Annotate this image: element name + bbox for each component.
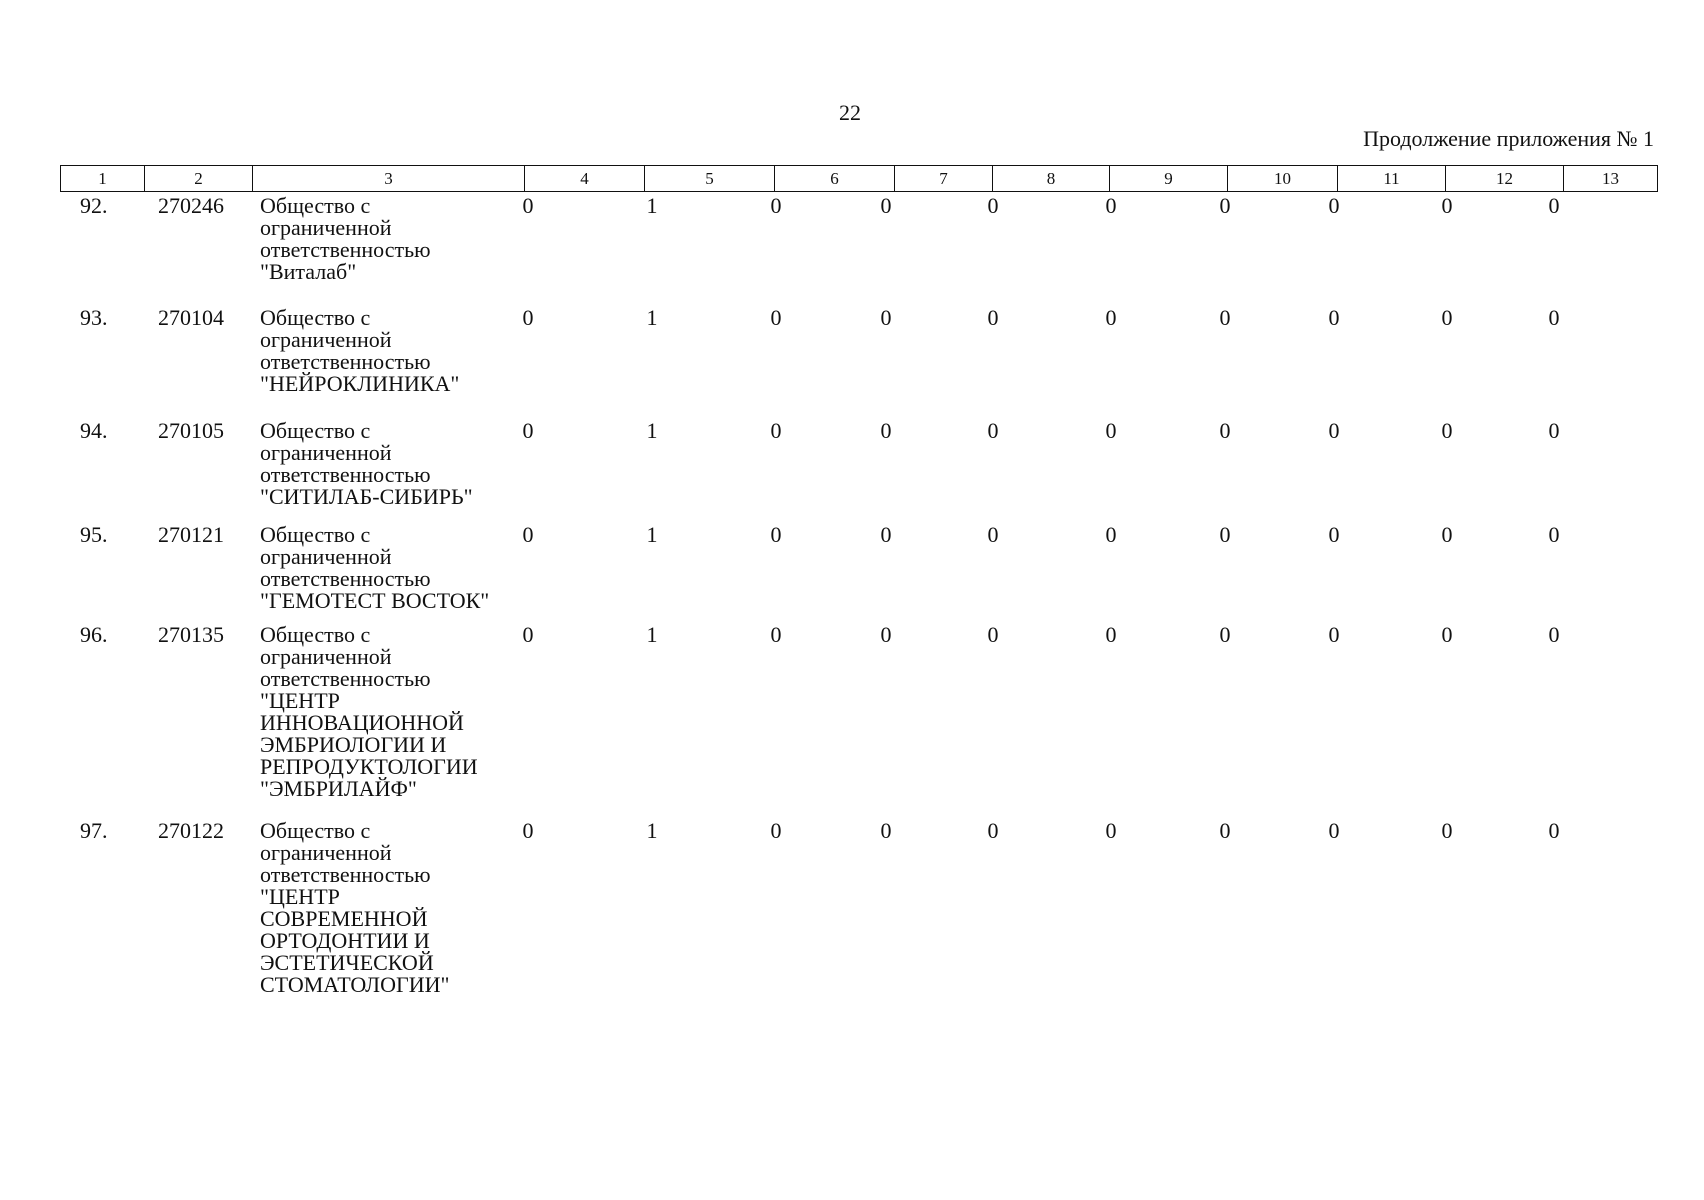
value-cell-col-13: 0 <box>1548 305 1560 330</box>
page-number: 22 <box>839 100 861 125</box>
value-cell-col-7: 0 <box>880 622 892 647</box>
header-row <box>61 166 1658 192</box>
value-cell-col-9: 0 <box>1105 418 1117 443</box>
value-cell-col-6: 0 <box>770 622 782 647</box>
organization-name <box>260 420 530 508</box>
value-cell-col-4: 0 <box>522 193 534 218</box>
organization-name-line: ответственностью <box>260 462 431 487</box>
organization-name-line: Общество с <box>260 522 371 547</box>
organization-name-line: ответственностью <box>260 862 431 887</box>
value-cell-col-5: 1 <box>646 622 658 647</box>
value-cell-col-11: 0 <box>1328 522 1340 547</box>
value-cell-col-9: 0 <box>1105 818 1117 843</box>
organization-name-line: Общество с <box>260 622 371 647</box>
organization-name-line: СОВРЕМЕННОЙ <box>260 906 428 931</box>
organization-code: 270246 <box>158 193 224 218</box>
organization-name-line: "НЕЙРОКЛИНИКА" <box>260 371 460 396</box>
header-cell: 6 <box>775 166 895 192</box>
organization-name-line: "СИТИЛАБ-СИБИРЬ" <box>260 484 473 509</box>
value-cell-col-11: 0 <box>1328 418 1340 443</box>
organization-name-line: Общество с <box>260 418 371 443</box>
value-cell-col-11: 0 <box>1328 305 1340 330</box>
header-cell: 1 <box>61 166 145 192</box>
value-cell-col-4: 0 <box>522 622 534 647</box>
value-cell-col-10: 0 <box>1219 193 1231 218</box>
header-cell: 3 <box>253 166 525 192</box>
value-cell-col-9: 0 <box>1105 305 1117 330</box>
header-cell: 4 <box>525 166 645 192</box>
value-cell-col-12: 0 <box>1441 622 1453 647</box>
value-cell-col-8: 0 <box>987 305 999 330</box>
value-cell-col-5: 1 <box>646 818 658 843</box>
value-cell-col-8: 0 <box>987 193 999 218</box>
organization-name <box>260 195 530 283</box>
row-number: 94. <box>80 418 108 443</box>
value-cell-col-10: 0 <box>1219 418 1231 443</box>
value-cell-col-9: 0 <box>1105 193 1117 218</box>
organization-name <box>260 820 530 996</box>
value-cell-col-12: 0 <box>1441 522 1453 547</box>
value-cell-col-5: 1 <box>646 193 658 218</box>
value-cell-col-12: 0 <box>1441 818 1453 843</box>
column-header-table <box>60 165 1658 192</box>
header-cell: 13 <box>1564 166 1658 192</box>
value-cell-col-9: 0 <box>1105 622 1117 647</box>
header-cell: 10 <box>1228 166 1338 192</box>
value-cell-col-4: 0 <box>522 418 534 443</box>
organization-code: 270135 <box>158 622 224 647</box>
value-cell-col-13: 0 <box>1548 818 1560 843</box>
row-number: 97. <box>80 818 108 843</box>
organization-name-line: ОРТОДОНТИИ И <box>260 928 430 953</box>
value-cell-col-10: 0 <box>1219 818 1231 843</box>
row-number: 92. <box>80 193 108 218</box>
organization-name-line: "ГЕМОТЕСТ ВОСТОК" <box>260 588 490 613</box>
organization-name-line: ЭСТЕТИЧЕСКОЙ <box>260 950 434 975</box>
organization-name-line: "ЦЕНТР <box>260 688 340 713</box>
value-cell-col-10: 0 <box>1219 305 1231 330</box>
header-cell: 5 <box>645 166 775 192</box>
organization-name-line: ограниченной <box>260 840 392 865</box>
organization-name-line: Общество с <box>260 818 371 843</box>
header-cell: 7 <box>895 166 993 192</box>
continuation-label: Продолжение приложения № 1 <box>1363 126 1654 151</box>
value-cell-col-8: 0 <box>987 622 999 647</box>
value-cell-col-12: 0 <box>1441 418 1453 443</box>
organization-name-line: РЕПРОДУКТОЛОГИИ <box>260 754 478 779</box>
value-cell-col-7: 0 <box>880 305 892 330</box>
value-cell-col-8: 0 <box>987 818 999 843</box>
organization-name-line: ответственностью <box>260 349 431 374</box>
organization-name-line: ограниченной <box>260 215 392 240</box>
organization-name-line: ИННОВАЦИОННОЙ <box>260 710 464 735</box>
value-cell-col-7: 0 <box>880 522 892 547</box>
organization-name-line: ЭМБРИОЛОГИИ И <box>260 732 447 757</box>
organization-name-line: ограниченной <box>260 644 392 669</box>
value-cell-col-7: 0 <box>880 818 892 843</box>
organization-name-line: "ЦЕНТР <box>260 884 340 909</box>
value-cell-col-6: 0 <box>770 522 782 547</box>
value-cell-col-4: 0 <box>522 818 534 843</box>
header-cell: 8 <box>993 166 1110 192</box>
organization-name-line: ответственностью <box>260 237 431 262</box>
organization-name <box>260 624 530 800</box>
value-cell-col-5: 1 <box>646 305 658 330</box>
value-cell-col-12: 0 <box>1441 305 1453 330</box>
value-cell-col-13: 0 <box>1548 193 1560 218</box>
value-cell-col-5: 1 <box>646 418 658 443</box>
organization-name-line: Общество с <box>260 305 371 330</box>
header-cell: 2 <box>145 166 253 192</box>
organization-name-line: ограниченной <box>260 327 392 352</box>
header-cell: 9 <box>1110 166 1228 192</box>
value-cell-col-6: 0 <box>770 193 782 218</box>
value-cell-col-7: 0 <box>880 193 892 218</box>
value-cell-col-13: 0 <box>1548 418 1560 443</box>
header-cell: 11 <box>1338 166 1446 192</box>
value-cell-col-7: 0 <box>880 418 892 443</box>
organization-name-line: Общество с <box>260 193 371 218</box>
row-number: 95. <box>80 522 108 547</box>
value-cell-col-13: 0 <box>1548 522 1560 547</box>
value-cell-col-8: 0 <box>987 522 999 547</box>
value-cell-col-11: 0 <box>1328 818 1340 843</box>
organization-name <box>260 524 530 612</box>
organization-name-line: СТОМАТОЛОГИИ" <box>260 972 450 997</box>
row-number: 93. <box>80 305 108 330</box>
value-cell-col-5: 1 <box>646 522 658 547</box>
organization-code: 270121 <box>158 522 224 547</box>
value-cell-col-6: 0 <box>770 305 782 330</box>
value-cell-col-4: 0 <box>522 522 534 547</box>
value-cell-col-6: 0 <box>770 818 782 843</box>
row-number: 96. <box>80 622 108 647</box>
value-cell-col-13: 0 <box>1548 622 1560 647</box>
value-cell-col-9: 0 <box>1105 522 1117 547</box>
organization-code: 270122 <box>158 818 224 843</box>
value-cell-col-10: 0 <box>1219 522 1231 547</box>
header-cell: 12 <box>1446 166 1564 192</box>
organization-code: 270104 <box>158 305 224 330</box>
value-cell-col-4: 0 <box>522 305 534 330</box>
value-cell-col-10: 0 <box>1219 622 1231 647</box>
organization-name-line: ответственностью <box>260 566 431 591</box>
organization-name-line: "ЭМБРИЛАЙФ" <box>260 776 417 801</box>
value-cell-col-6: 0 <box>770 418 782 443</box>
value-cell-col-8: 0 <box>987 418 999 443</box>
organization-name-line: ограниченной <box>260 544 392 569</box>
organization-name-line: "Виталаб" <box>260 259 357 284</box>
value-cell-col-12: 0 <box>1441 193 1453 218</box>
organization-code: 270105 <box>158 418 224 443</box>
organization-name-line: ответственностью <box>260 666 431 691</box>
value-cell-col-11: 0 <box>1328 622 1340 647</box>
organization-name <box>260 307 530 395</box>
organization-name-line: ограниченной <box>260 440 392 465</box>
value-cell-col-11: 0 <box>1328 193 1340 218</box>
